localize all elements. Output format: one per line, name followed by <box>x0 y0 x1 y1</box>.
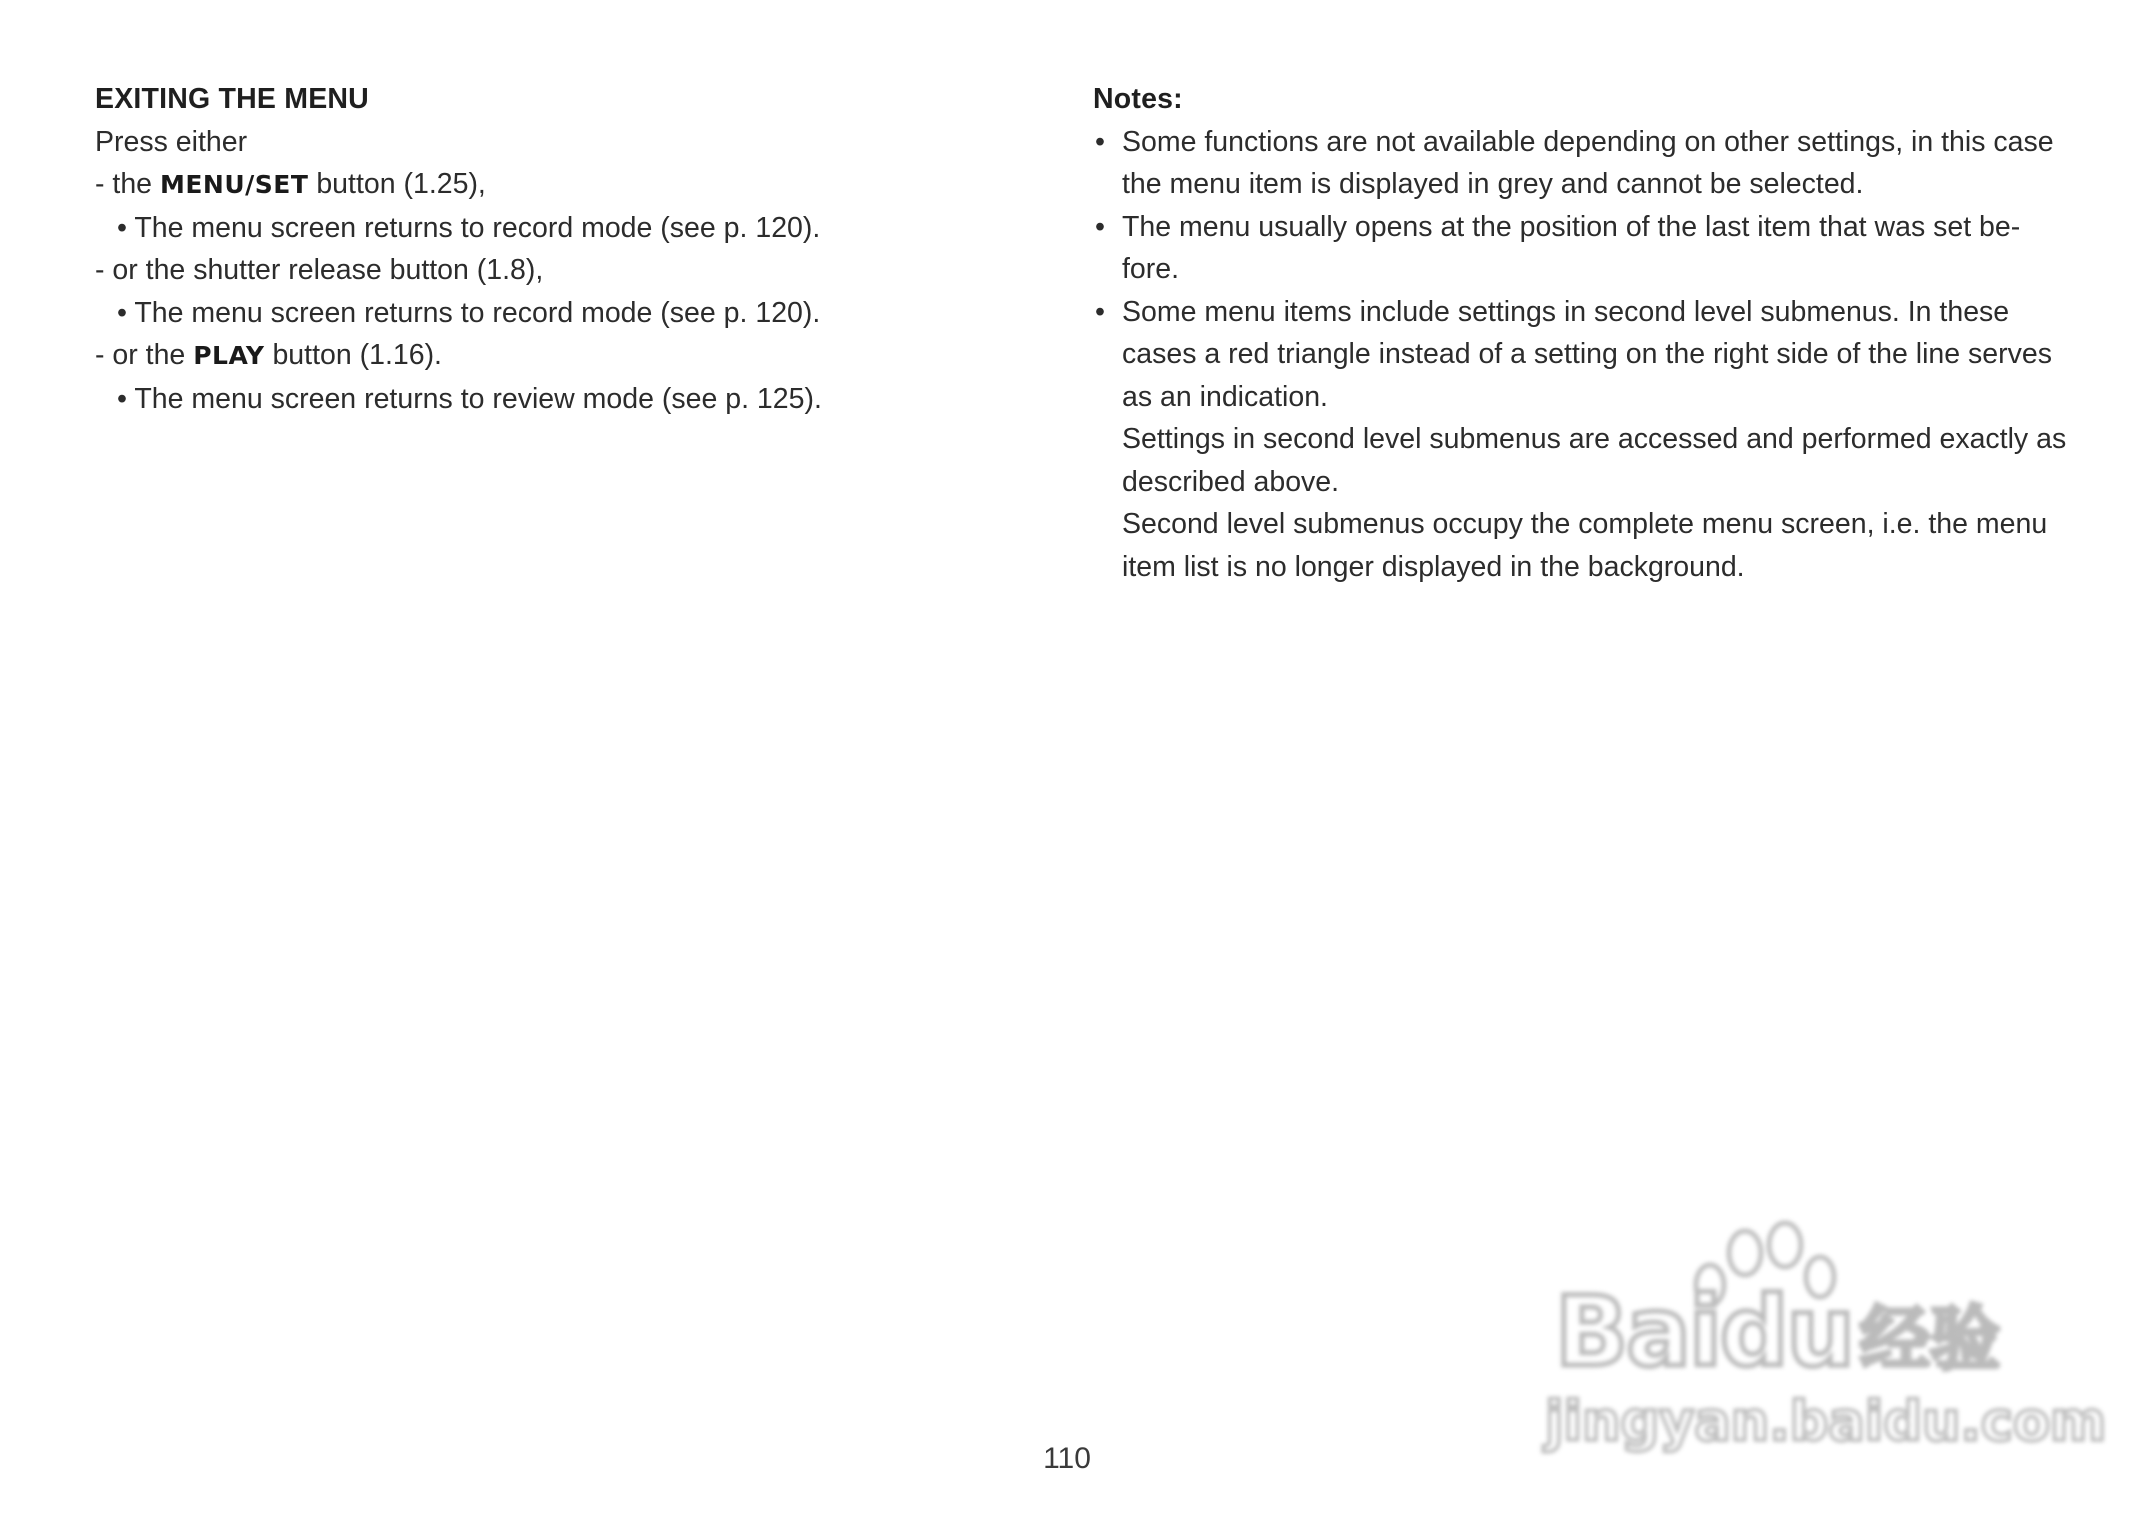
option-prefix: - or the shutter release button (1.8), <box>95 254 544 286</box>
note-line: Some functions are not available depending on other settings, in this case <box>1122 125 2054 158</box>
intro-text: Press either <box>95 125 248 158</box>
baidu-watermark <box>1530 1215 2107 1465</box>
watermark-url: jingyan.baidu.com <box>1545 1390 2107 1453</box>
option-prefix: - the <box>95 168 160 200</box>
option-suffix: button (1.25), <box>308 168 486 200</box>
note-item <box>1093 121 2053 206</box>
watermark-brand-cn: 经验 <box>1860 1298 2000 1380</box>
option-menu-set <box>95 163 1055 207</box>
option-result: • The menu screen returns to record mode (see p. 120). <box>117 296 821 329</box>
note-line: Second level submenus occupy the complete menu screen, i.e. the menu <box>1122 508 2048 540</box>
note-line: as an indication. <box>1122 380 1328 413</box>
option-result: • The menu screen returns to record mode (see p. 120). <box>117 211 821 244</box>
option-shutter-release <box>95 249 1055 292</box>
note-line: Settings in second level submenus are accessed and performed exactly as <box>1122 423 2067 455</box>
right-column <box>1093 78 2067 588</box>
menu-set-keyword: MENU/SET <box>159 170 309 199</box>
section-heading: EXITING THE MENU <box>95 83 369 115</box>
note-line: The menu usually opens at the position of the last item that was set be- <box>1122 210 2021 243</box>
page-number: 110 <box>1043 1442 1091 1475</box>
bullet-icon: • <box>1095 125 1105 158</box>
option-suffix: button (1.16). <box>264 339 442 371</box>
note-item <box>1093 206 2053 291</box>
left-column <box>95 78 1055 420</box>
note-item <box>1093 291 2053 419</box>
play-keyword: PLAY <box>193 341 265 370</box>
notes-heading: Notes: <box>1093 83 1183 115</box>
note-paragraph <box>1093 503 2053 588</box>
baidu-logo <box>1530 1215 2107 1465</box>
note-line: described above. <box>1122 465 1340 498</box>
option-play <box>95 334 1055 378</box>
note-line: fore. <box>1122 253 1180 285</box>
option-result: • The menu screen returns to review mode (see p. 125). <box>117 382 822 415</box>
note-line: the menu item is displayed in grey and cannot be selected. <box>1122 168 1864 200</box>
note-line: cases a red triangle instead of a setting on the right side of the line serves <box>1122 338 2052 370</box>
option-prefix: - or the <box>95 339 194 371</box>
bullet-icon: • <box>1095 295 1105 328</box>
bullet-icon: • <box>1095 210 1105 243</box>
note-line: Some menu items include settings in second level submenus. In these <box>1122 295 2010 328</box>
note-line: item list is no longer displayed in the background. <box>1122 550 1745 583</box>
note-paragraph <box>1093 418 2067 503</box>
watermark-brand: Baidu <box>1555 1276 1853 1388</box>
